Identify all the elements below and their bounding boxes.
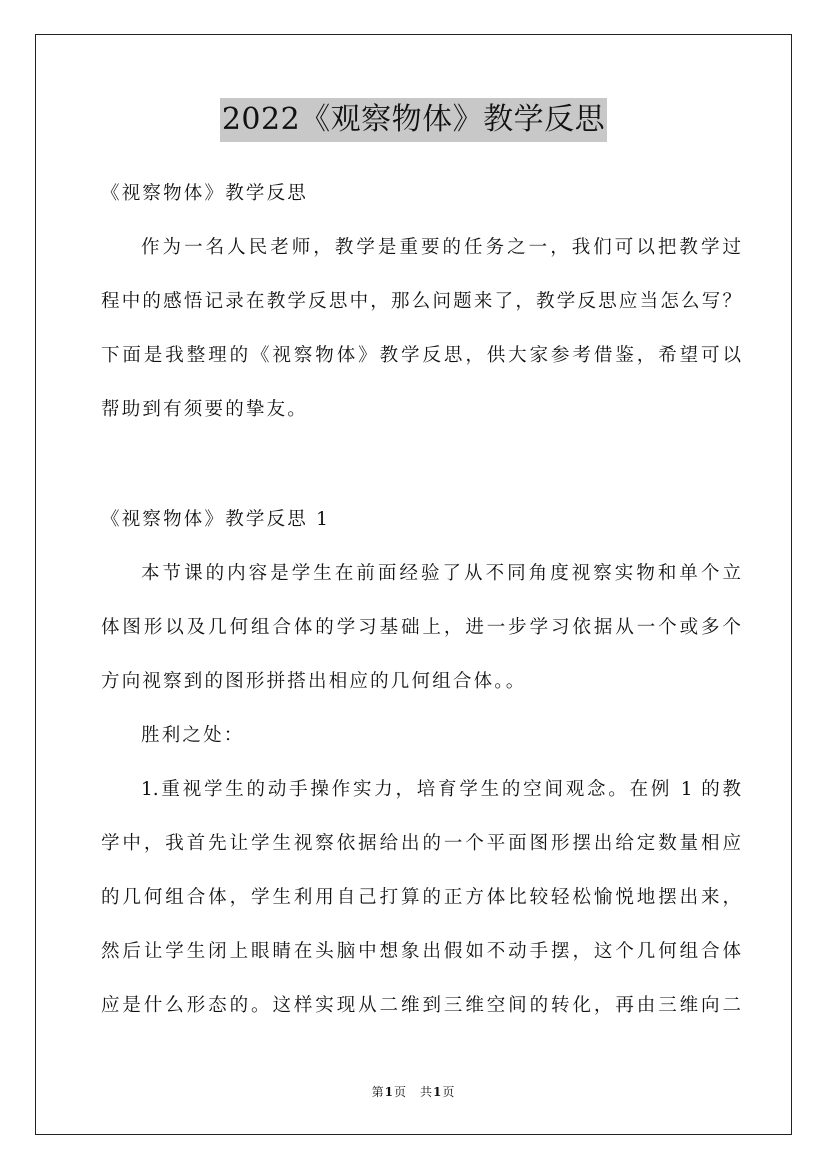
document-title: 2022《观察物体》教学反思: [220, 98, 607, 142]
paragraph-line: 作为一名人民老师，教学是重要的任务之一，我们可以把教学过: [141, 237, 741, 258]
paragraph-line: 然后让学生闭上眼睛在头脑中想象出假如不动手摆，这个几何组合体: [101, 941, 741, 962]
footer-mid: 页 共: [393, 1085, 433, 1099]
paragraph-line: 本节课的内容是学生在前面经验了从不同角度视察实物和单个立: [141, 563, 741, 584]
paragraph-line: 的几何组合体，学生利用自己打算的正方体比较轻松愉悦地摆出来，: [101, 887, 741, 908]
paragraph-line: 帮助到有须要的挚友。: [101, 399, 309, 420]
footer-suffix: 页: [442, 1085, 456, 1099]
footer-prefix: 第: [371, 1085, 385, 1099]
paragraph-line: 应是什么形态的。这样实现从二维到三维空间的转化，再由三维向二: [101, 995, 741, 1016]
section-heading: 《视察物体》教学反思 1: [101, 509, 331, 530]
footer-page-current: 1: [384, 1085, 394, 1099]
paragraph-line: 下面是我整理的《视察物体》教学反思，供大家参考借鉴，希望可以: [101, 345, 741, 366]
paragraph-line: 学中，我首先让学生视察依据给出的一个平面图形摆出给定数量相应: [101, 833, 741, 854]
paragraph-line: 1.重视学生的动手操作实力，培育学生的空间观念。在例 1 的教: [141, 779, 741, 800]
paragraph-line: 方向视察到的图形拼搭出相应的几何组合体。。: [101, 671, 527, 692]
title-container: [0, 98, 827, 142]
page-footer: [0, 1083, 827, 1100]
section-heading: 《视察物体》教学反思: [101, 183, 309, 204]
paragraph-line: 胜利之处：: [141, 725, 245, 746]
paragraph-line: 体图形以及几何组合体的学习基础上，进一步学习依据从一个或多个: [101, 617, 741, 638]
footer-page-total: 1: [433, 1085, 443, 1099]
paragraph-line: 程中的感悟记录在教学反思中，那么问题来了，教学反思应当怎么写？: [101, 291, 741, 312]
